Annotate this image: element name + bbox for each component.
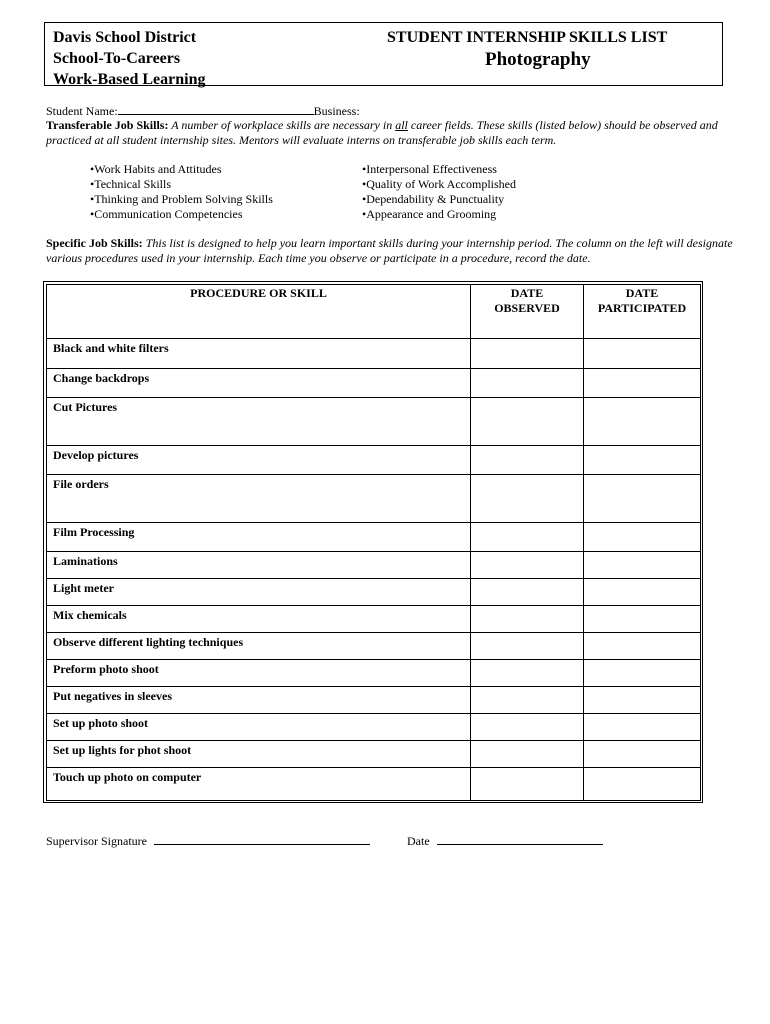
date-observed-cell[interactable] (471, 741, 584, 768)
table-row (47, 552, 701, 579)
date-participated-cell[interactable] (584, 660, 701, 687)
skill-name: Set up lights for phot shoot (47, 741, 471, 768)
skill-name: Black and white filters (47, 339, 471, 369)
supervisor-signature-row (46, 833, 370, 849)
date-observed-cell[interactable] (471, 552, 584, 579)
date-participated-cell[interactable] (584, 741, 701, 768)
column-header-skill: PROCEDURE OR SKILL (47, 285, 471, 339)
date-participated-cell[interactable] (584, 523, 701, 552)
date-observed-cell[interactable] (471, 446, 584, 475)
list-item: •Work Habits and Attitudes (90, 162, 222, 176)
date-observed-cell[interactable] (471, 714, 584, 741)
skill-name: Mix chemicals (47, 606, 471, 633)
transferable-paragraph (46, 118, 736, 148)
date-row (407, 833, 603, 849)
skill-name: Preform photo shoot (47, 660, 471, 687)
student-business-row (46, 103, 360, 119)
date-participated-cell[interactable] (584, 579, 701, 606)
supervisor-signature-label: Supervisor Signature (46, 834, 147, 848)
transferable-heading: Transferable Job Skills: (46, 118, 169, 132)
transferable-text-underlined: all (395, 118, 408, 132)
date-participated-cell[interactable] (584, 768, 701, 801)
transferable-list-left (90, 162, 273, 222)
table-row (47, 660, 701, 687)
header-box (44, 22, 723, 86)
date-participated-cell[interactable] (584, 369, 701, 398)
skill-name: Put negatives in sleeves (47, 687, 471, 714)
skill-name: Light meter (47, 579, 471, 606)
date-observed-cell[interactable] (471, 369, 584, 398)
table-row (47, 446, 701, 475)
skill-name: Set up photo shoot (47, 714, 471, 741)
table-row (47, 523, 701, 552)
list-item: •Quality of Work Accomplished (362, 177, 516, 191)
specific-heading: Specific Job Skills: (46, 236, 143, 250)
list-item: •Technical Skills (90, 177, 172, 191)
table-header-row (47, 285, 701, 339)
specific-paragraph (46, 236, 736, 266)
supervisor-signature-field[interactable] (154, 833, 370, 845)
program-name: School-To-Careers (53, 50, 181, 67)
date-observed-cell[interactable] (471, 523, 584, 552)
student-name-label: Student Name: (46, 104, 118, 118)
date-participated-cell[interactable] (584, 633, 701, 660)
table-row (47, 768, 701, 801)
specific-text: This list is designed to help you learn important skills during your internship period. The column on the left will designate various procedures used in your internship. Each time you observe or participate in a procedure, record the date. (46, 236, 733, 265)
table-row (47, 579, 701, 606)
date-participated-cell[interactable] (584, 714, 701, 741)
date-participated-cell[interactable] (584, 552, 701, 579)
date-field[interactable] (437, 833, 603, 845)
skills-table (46, 284, 701, 801)
list-item: •Appearance and Grooming (362, 207, 497, 221)
transferable-text-a: A number of workplace skills are necessary in (168, 118, 396, 132)
date-participated-cell[interactable] (584, 339, 701, 369)
table-row (47, 606, 701, 633)
program-subtitle: Work-Based Learning (53, 71, 206, 88)
skill-name: Cut Pictures (47, 398, 471, 446)
date-observed-cell[interactable] (471, 606, 584, 633)
date-label: Date (407, 834, 430, 848)
date-observed-cell[interactable] (471, 687, 584, 714)
date-participated-cell[interactable] (584, 606, 701, 633)
table-row (47, 741, 701, 768)
skill-name: Touch up photo on computer (47, 768, 471, 801)
form-subtitle: Photography (485, 49, 591, 70)
table-row (47, 633, 701, 660)
table-row (47, 339, 701, 369)
table-row (47, 398, 701, 446)
skill-name: Change backdrops (47, 369, 471, 398)
table-row (47, 687, 701, 714)
student-name-field[interactable] (118, 103, 314, 115)
date-observed-cell[interactable] (471, 768, 584, 801)
skill-name: Film Processing (47, 523, 471, 552)
date-participated-cell[interactable] (584, 446, 701, 475)
skill-name: Develop pictures (47, 446, 471, 475)
table-row (47, 714, 701, 741)
date-participated-cell[interactable] (584, 687, 701, 714)
district-block (53, 27, 205, 90)
form-title: STUDENT INTERNSHIP SKILLS LIST (387, 29, 668, 46)
list-item: •Communication Competencies (90, 207, 243, 221)
column-header-participated: DATE PARTICIPATED (584, 285, 701, 339)
skill-name: Observe different lighting techniques (47, 633, 471, 660)
table-row (47, 369, 701, 398)
list-item: •Dependability & Punctuality (362, 192, 505, 206)
list-item: •Thinking and Problem Solving Skills (90, 192, 273, 206)
business-label: Business: (313, 104, 360, 118)
date-observed-cell[interactable] (471, 398, 584, 446)
date-observed-cell[interactable] (471, 660, 584, 687)
date-observed-cell[interactable] (471, 579, 584, 606)
date-observed-cell[interactable] (471, 339, 584, 369)
skill-name: Laminations (47, 552, 471, 579)
date-observed-cell[interactable] (471, 633, 584, 660)
date-participated-cell[interactable] (584, 398, 701, 446)
list-item: •Interpersonal Effectiveness (362, 162, 497, 176)
transferable-text-b: career fields. These skills (listed below) should be observed and practiced at all student internship sites. Mentors will evaluate interns on transferable job skills each term. (46, 118, 718, 147)
table-row (47, 475, 701, 523)
transferable-list-right (362, 162, 516, 222)
skill-name: File orders (47, 475, 471, 523)
date-observed-cell[interactable] (471, 475, 584, 523)
district-name: Davis School District (53, 29, 197, 46)
date-participated-cell[interactable] (584, 475, 701, 523)
column-header-observed: DATE OBSERVED (471, 285, 584, 339)
